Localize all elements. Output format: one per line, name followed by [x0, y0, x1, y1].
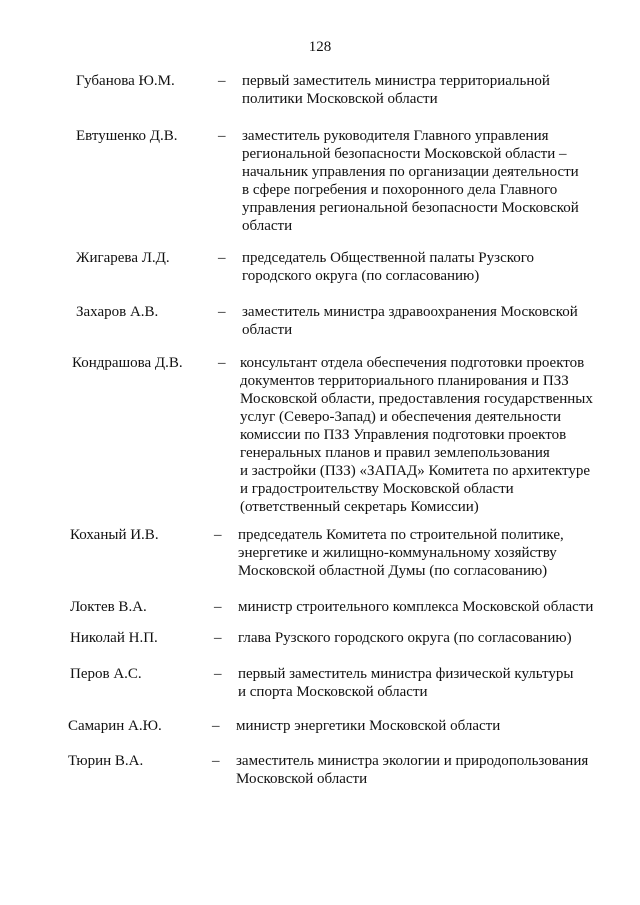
- role-line: и застройки (ПЗЗ) «ЗАПАД» Комитета по архитектуре: [240, 463, 591, 479]
- separator-dash: –: [214, 630, 222, 646]
- role-line: области: [242, 322, 293, 338]
- role-line: председатель Общественной палаты Рузского: [242, 250, 535, 266]
- role-line: в сфере погребения и похоронного дела Главного: [242, 182, 558, 198]
- role-line: генеральных планов и правил землепользования: [240, 445, 550, 461]
- role-line: документов территориального планирования и ПЗЗ: [240, 373, 569, 389]
- role-line: политики Московской области: [242, 91, 438, 107]
- role-line: первый заместитель министра физической культуры: [238, 666, 574, 682]
- role-line: услуг (Северо-Запад) и обеспечения деятельности: [240, 409, 562, 425]
- role-line: первый заместитель министра территориальной: [242, 73, 550, 89]
- member-role: [242, 249, 612, 285]
- member-name: Захаров А.В.: [76, 304, 159, 320]
- separator-dash: –: [218, 73, 226, 89]
- member-role: [242, 72, 612, 108]
- member-name: Жигарева Л.Д.: [76, 250, 170, 266]
- role-line: министр строительного комплекса Московской области: [238, 599, 594, 615]
- member-name: Тюрин В.А.: [68, 753, 144, 769]
- member-name: Коханый И.В.: [70, 527, 159, 543]
- role-line: Московской областной Думы (по согласованию): [238, 563, 548, 579]
- role-line: заместитель министра здравоохранения Московской: [242, 304, 578, 320]
- role-line: заместитель министра экологии и природопользования: [236, 753, 589, 769]
- separator-dash: –: [214, 666, 222, 682]
- separator-dash: –: [218, 128, 226, 144]
- role-line: министр энергетики Московской области: [236, 718, 501, 734]
- member-role: [236, 752, 606, 788]
- role-line: начальник управления по организации деятельности: [242, 164, 579, 180]
- role-line: региональной безопасности Московской области –: [242, 146, 567, 162]
- role-line: управления региональной безопасности Московской: [242, 200, 579, 216]
- separator-dash: –: [212, 753, 220, 769]
- role-line: и спорта Московской области: [238, 684, 428, 700]
- role-line: городского округа (по согласованию): [242, 268, 480, 284]
- member-role: [242, 127, 612, 235]
- page-number: 128: [308, 39, 332, 55]
- member-role: [238, 629, 608, 647]
- member-name: Николай Н.П.: [70, 630, 158, 646]
- role-line: председатель Комитета по строительной политике,: [238, 527, 564, 543]
- member-role: [238, 665, 608, 701]
- member-name: Губанова Ю.М.: [76, 73, 175, 89]
- role-line: энергетике и жилищно-коммунальному хозяйству: [238, 545, 557, 561]
- separator-dash: –: [212, 718, 220, 734]
- member-role: [236, 717, 606, 735]
- role-line: консультант отдела обеспечения подготовки проектов: [240, 355, 585, 371]
- member-name: Евтушенко Д.В.: [76, 128, 178, 144]
- member-role: [238, 598, 608, 616]
- role-line: Московской области, предоставления государственных: [240, 391, 593, 407]
- separator-dash: –: [218, 304, 226, 320]
- role-line: и градостроительству Московской области: [240, 481, 514, 497]
- role-line: (ответственный секретарь Комиссии): [240, 499, 479, 515]
- separator-dash: –: [218, 355, 226, 371]
- member-role: [240, 354, 610, 516]
- member-name: Самарин А.Ю.: [68, 718, 162, 734]
- role-line: области: [242, 218, 293, 234]
- member-name: Перов А.С.: [70, 666, 142, 682]
- separator-dash: –: [214, 599, 222, 615]
- role-line: глава Рузского городского округа (по согласованию): [238, 630, 572, 646]
- member-role: [238, 526, 608, 580]
- member-name: Кондрашова Д.В.: [72, 355, 183, 371]
- member-name: Локтев В.А.: [70, 599, 147, 615]
- separator-dash: –: [214, 527, 222, 543]
- member-role: [242, 303, 612, 339]
- role-line: комиссии по ПЗЗ Управления подготовки проектов: [240, 427, 567, 443]
- role-line: заместитель руководителя Главного управления: [242, 128, 549, 144]
- separator-dash: –: [218, 250, 226, 266]
- role-line: Московской области: [236, 771, 368, 787]
